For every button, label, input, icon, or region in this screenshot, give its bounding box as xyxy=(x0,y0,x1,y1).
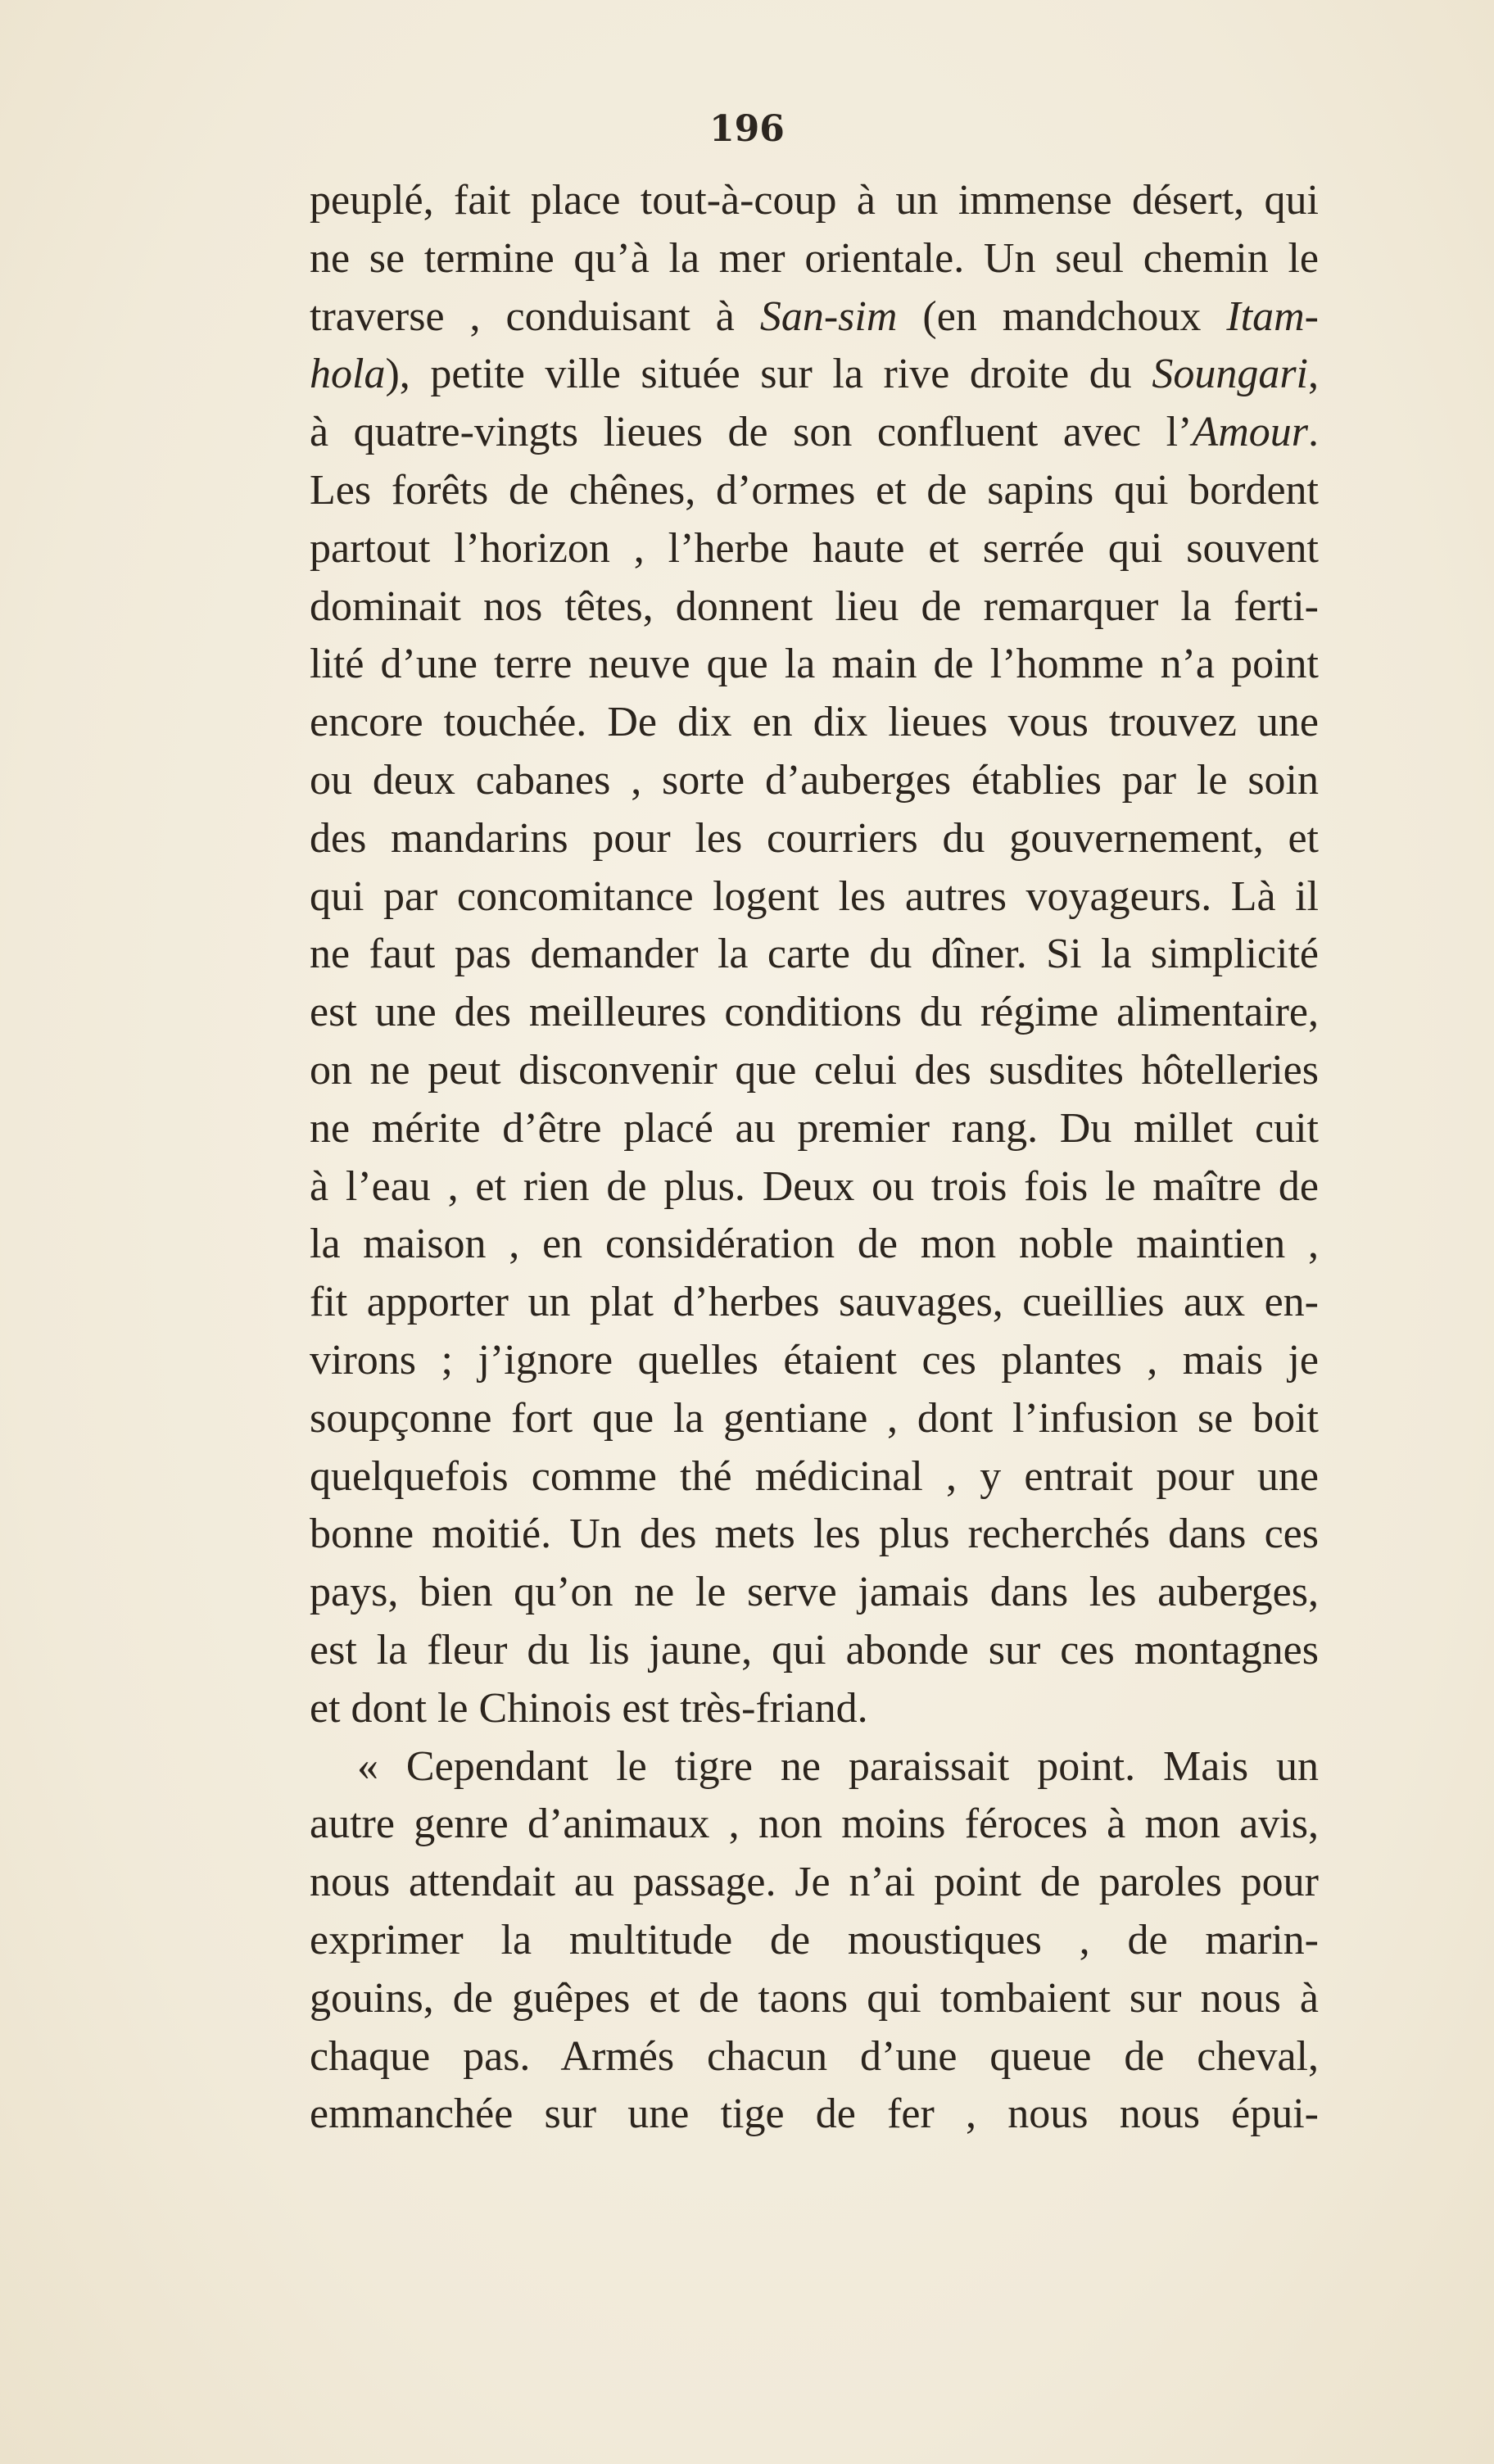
text-segment: chaque pas. Armés chacun d’une queue de cheval, xyxy=(310,2032,1319,2080)
text-segment: ), petite ville située sur la rive droite du xyxy=(385,351,1152,398)
text-line xyxy=(310,1622,1319,1680)
text-segment: est la fleur du lis jaune, qui abonde sur ces montagnes xyxy=(310,1626,1319,1674)
italic-term: Itam- xyxy=(1226,292,1319,340)
text-segment: on ne peut disconvenir que celui des susdites hôtelleries xyxy=(310,1046,1319,1094)
text-line xyxy=(310,1738,1319,1796)
text-line xyxy=(310,1970,1319,2028)
text-segment: partout l’horizon , l’herbe haute et serrée qui souvent xyxy=(310,524,1319,572)
text-segment: « Cependant le tigre ne paraissait point. Mais un xyxy=(357,1742,1319,1790)
text-line xyxy=(310,1390,1319,1448)
italic-term: hola xyxy=(310,351,386,398)
text-line xyxy=(310,578,1319,636)
body-text xyxy=(310,172,1319,2144)
italic-term: Amour xyxy=(1192,409,1308,456)
text-segment: ne faut pas demander la carte du dîner. Si la simplicité xyxy=(310,931,1319,978)
text-line xyxy=(310,1158,1319,1216)
text-segment: bonne moitié. Un des mets les plus recherchés dans ces xyxy=(310,1511,1319,1558)
text-line xyxy=(310,636,1319,694)
text-segment: encore touchée. De dix en dix lieues vous trouvez une xyxy=(310,699,1319,746)
text-line xyxy=(310,810,1319,868)
text-line xyxy=(310,230,1319,288)
text-line xyxy=(310,1274,1319,1332)
text-segment: traverse , conduisant à xyxy=(310,292,760,340)
text-line xyxy=(310,1796,1319,1854)
text-segment: la maison , en considération de mon noble maintien , xyxy=(310,1221,1319,1268)
italic-term: San-sim xyxy=(759,292,898,340)
text-line xyxy=(310,346,1319,404)
text-segment: qui par concomitance logent les autres voyageurs. Là il xyxy=(310,872,1319,920)
text-line xyxy=(310,1564,1319,1622)
text-segment: ne se termine qu’à la mer orientale. Un seul chemin le xyxy=(310,234,1319,282)
text-segment: Les forêts de chênes, d’ormes et de sapins qui bordent xyxy=(310,466,1319,514)
text-segment: et dont le Chinois est très-friand. xyxy=(310,1684,868,1732)
text-line xyxy=(310,288,1319,346)
text-line xyxy=(310,404,1319,462)
text-segment: emmanchée sur une tige de fer , nous nous épui- xyxy=(310,2090,1319,2138)
text-line xyxy=(310,694,1319,752)
text-segment: à l’eau , et rien de plus. Deux ou trois fois le maître de xyxy=(310,1162,1319,1210)
text-line xyxy=(310,520,1319,578)
text-segment: peuplé, fait place tout-à-coup à un immense désert, qui xyxy=(310,177,1319,224)
text-segment: à quatre-vingts lieues de son confluent avec l’ xyxy=(310,409,1193,456)
text-line xyxy=(310,2028,1319,2086)
text-line xyxy=(310,1216,1319,1274)
text-segment: lité d’une terre neuve que la main de l’homme n’a point xyxy=(310,641,1319,688)
text-line xyxy=(310,1506,1319,1564)
text-line xyxy=(310,172,1319,230)
text-segment: fit apporter un plat d’herbes sauvages, cueillies aux en- xyxy=(310,1279,1319,1326)
page-number: 196 xyxy=(709,108,785,150)
text-segment: soupçonne fort que la gentiane , dont l’infusion se boit xyxy=(310,1394,1319,1442)
text-segment: ou deux cabanes , sorte d’auberges établies par le soin xyxy=(310,756,1319,804)
text-line xyxy=(310,1100,1319,1158)
text-segment: est une des meilleures conditions du régime alimentaire, xyxy=(310,989,1319,1036)
text-segment: autre genre d’animaux , non moins féroces à mon avis, xyxy=(310,1800,1319,1848)
text-line xyxy=(310,1854,1319,1912)
text-segment: des mandarins pour les courriers du gouvernement, et xyxy=(310,814,1319,862)
italic-term: Soungari xyxy=(1152,351,1308,398)
text-line xyxy=(310,868,1319,926)
text-line xyxy=(310,752,1319,810)
text-segment: , xyxy=(1308,351,1319,398)
text-segment: . xyxy=(1308,409,1319,456)
text-segment: nous attendait au passage. Je n’ai point de paroles pour xyxy=(310,1859,1319,1906)
text-line xyxy=(310,1448,1319,1506)
text-segment: virons ; j’ignore quelles étaient ces plantes , mais je xyxy=(310,1336,1319,1384)
text-line xyxy=(310,462,1319,520)
text-line xyxy=(310,1912,1319,1970)
text-segment: exprimer la multitude de moustiques , de marin- xyxy=(310,1916,1319,1964)
text-line xyxy=(310,1042,1319,1100)
text-segment: dominait nos têtes, donnent lieu de remarquer la ferti- xyxy=(310,582,1319,630)
text-segment: quelquefois comme thé médicinal , y entrait pour une xyxy=(310,1452,1319,1500)
text-line xyxy=(310,2086,1319,2144)
text-line xyxy=(310,926,1319,984)
text-segment: gouins, de guêpes et de taons qui tombaient sur nous à xyxy=(310,1974,1319,2022)
text-segment: ne mérite d’être placé au premier rang. Du millet cuit xyxy=(310,1104,1319,1152)
text-line xyxy=(310,1332,1319,1390)
text-segment: (en mandchoux xyxy=(897,292,1227,340)
text-line xyxy=(310,1680,1319,1738)
text-line xyxy=(310,984,1319,1042)
text-segment: pays, bien qu’on ne le serve jamais dans les auberges, xyxy=(310,1569,1319,1616)
